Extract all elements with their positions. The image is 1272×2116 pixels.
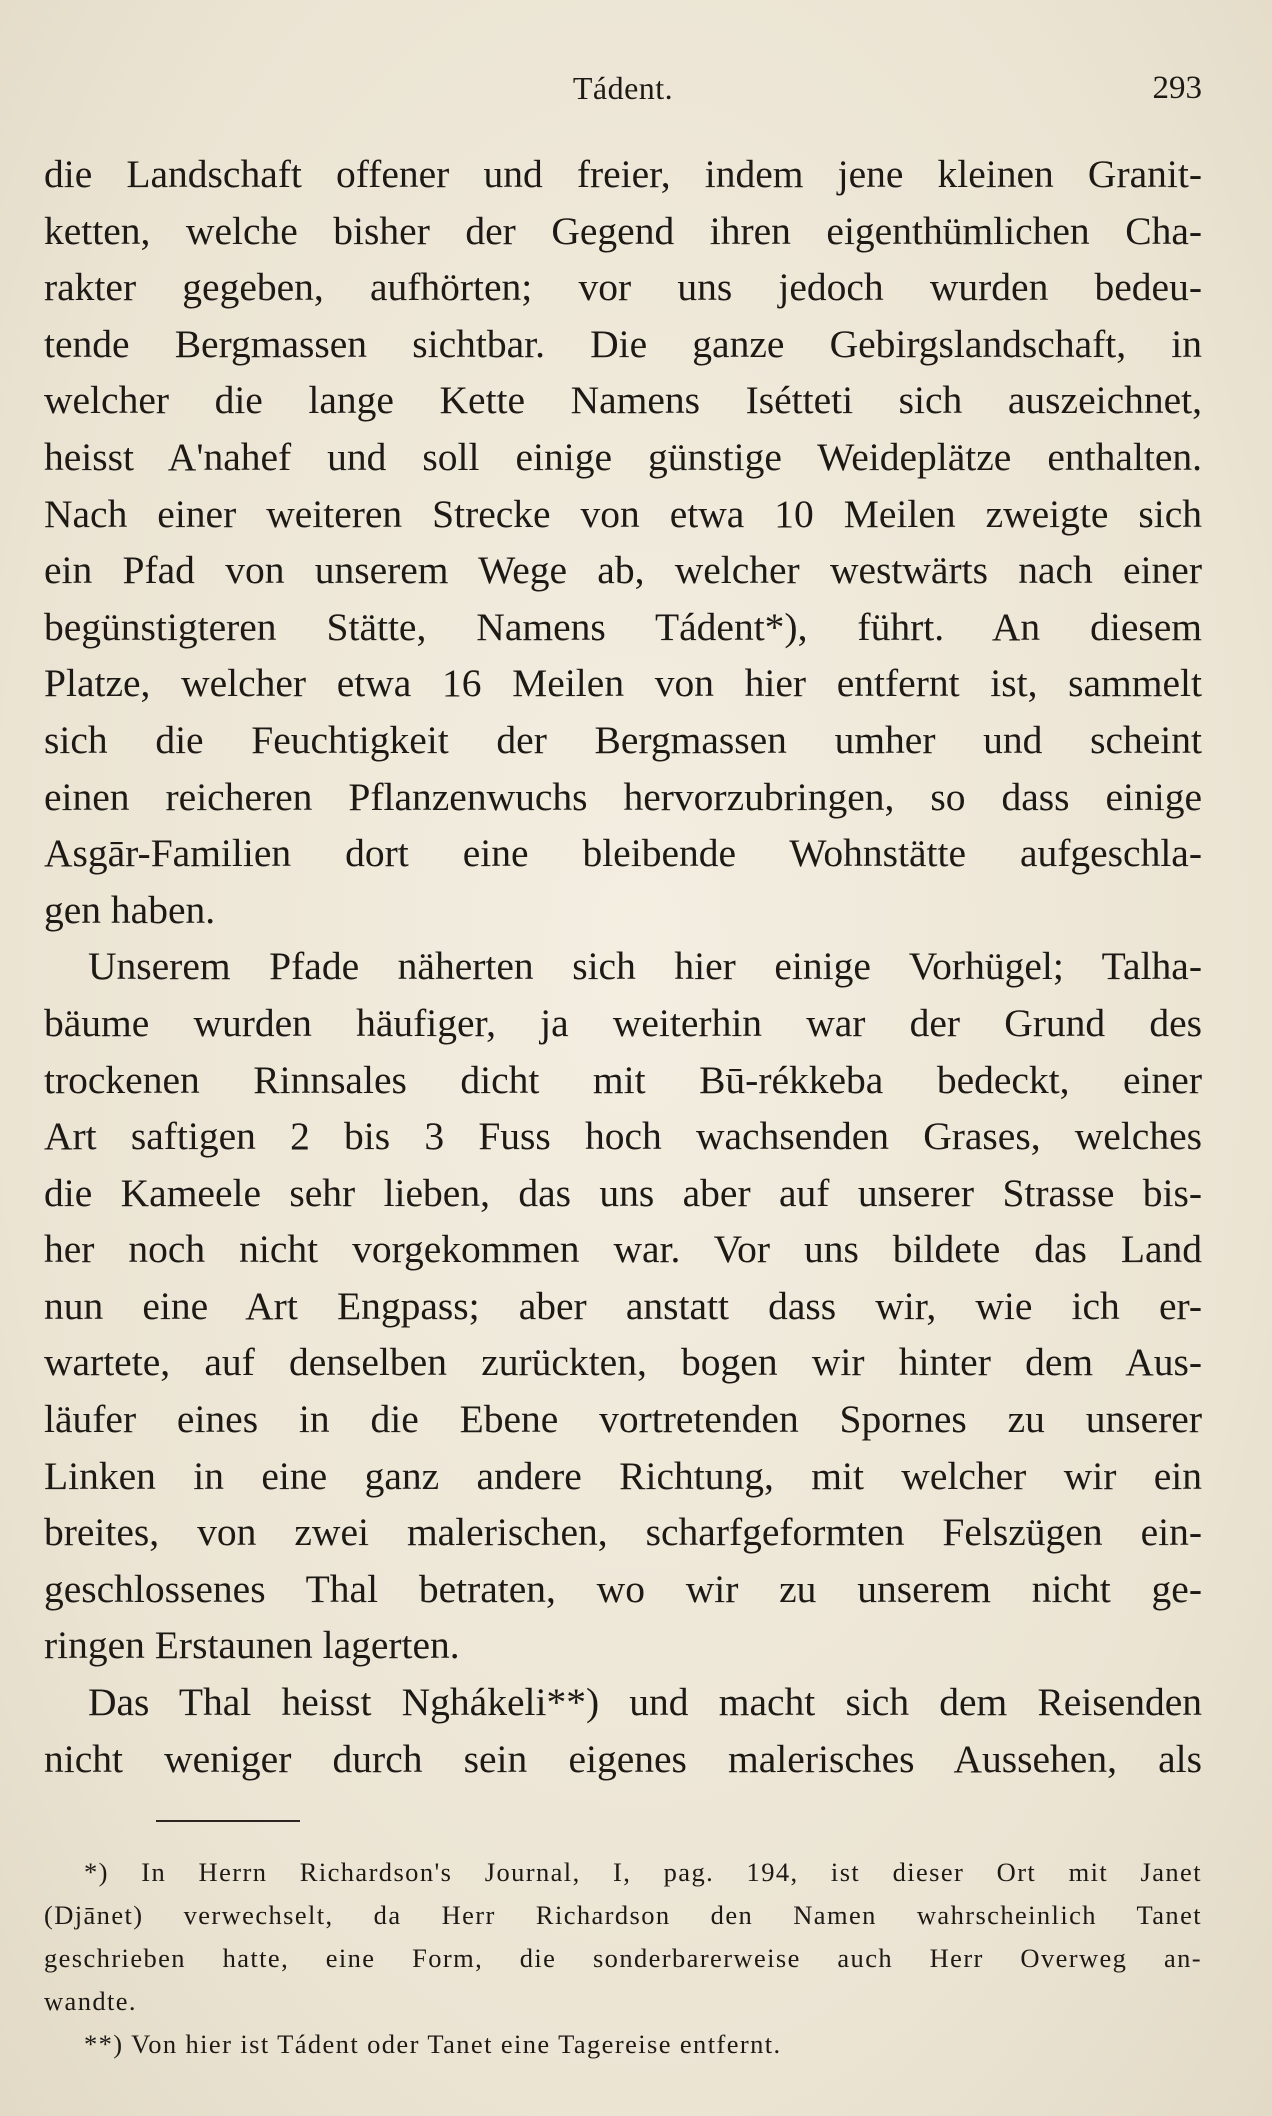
text-line: breites, von zwei malerischen, scharfgeformten Felszügen ein- [44, 1510, 1202, 1555]
text-line: nun eine Art Engpass; aber anstatt dass wir, wie ich er- [44, 1283, 1202, 1328]
text-line: Art saftigen 2 bis 3 Fuss hoch wachsenden Grases, welches [44, 1114, 1202, 1159]
text-line: her noch nicht vorgekommen war. Vor uns bildete das Land [44, 1227, 1202, 1272]
paragraph-start-line: Unserem Pfade näherten sich hier einige Vorhügel; Talha- [88, 944, 1202, 989]
text-line: ketten, welche bisher der Gegend ihren eigenthümlichen Cha- [44, 208, 1202, 253]
paragraph-start-line: Das Thal heisst Nghákeli**) und macht sich dem Reisenden [88, 1680, 1202, 1725]
text-line: begünstigteren Stätte, Namens Tádent*), führt. An diesem [44, 604, 1202, 649]
footnote-line: geschrieben hatte, eine Form, die sonderbarerweise auch Herr Overweg an- [44, 1943, 1202, 1973]
text-line: Asgār-Familien dort eine bleibende Wohnstätte aufgeschla- [44, 831, 1202, 876]
footnote-line: wandte. [44, 1986, 137, 2016]
text-line: geschlossenes Thal betraten, wo wir zu unserem nicht ge- [44, 1566, 1202, 1611]
text-line: ein Pfad von unserem Wege ab, welcher westwärts nach einer [44, 548, 1202, 593]
text-line: welcher die lange Kette Namens Isétteti sich auszeichnet, [44, 378, 1202, 423]
text-line: rakter gegeben, aufhörten; vor uns jedoch wurden bedeu- [44, 265, 1202, 310]
page-header [44, 70, 1202, 114]
text-line: heisst A'nahef und soll einige günstige Weideplätze enthalten. [44, 434, 1202, 479]
running-title: Tádent. [572, 70, 674, 106]
text-line: trockenen Rinnsales dicht mit Bū-rékkeba bedeckt, einer [44, 1057, 1202, 1102]
text-line: wartete, auf denselben zurückten, bogen wir hinter dem Aus- [44, 1340, 1202, 1385]
text-line: Linken in eine ganz andere Richtung, mit welcher wir ein [44, 1453, 1202, 1498]
text-line: die Landschaft offener und freier, indem jene kleinen Granit- [44, 152, 1202, 196]
text-line: Nach einer weiteren Strecke von etwa 10 Meilen zweigte sich [44, 491, 1202, 536]
text-line: ringen Erstaunen lagerten. [44, 1623, 460, 1668]
page-number: 293 [1152, 70, 1202, 106]
text-line: tende Bergmassen sichtbar. Die ganze Gebirgslandschaft, in [44, 321, 1202, 366]
footnote-line: **) Von hier ist Tádent oder Tanet eine Tagereise entfernt. [84, 2029, 782, 2059]
footnotes [44, 1851, 1202, 2066]
text-line: einen reicheren Pflanzenwuchs hervorzubringen, so dass einige [44, 774, 1202, 819]
body-text [44, 146, 1202, 1787]
text-line: läufer eines in die Ebene vortretenden Spornes zu unserer [44, 1397, 1202, 1442]
text-line: gen haben. [44, 887, 216, 932]
text-line: bäume wurden häufiger, ja weiterhin war der Grund des [44, 1000, 1202, 1045]
footnote-line: *) In Herrn Richardson's Journal, I, pag. 194, ist dieser Ort mit Janet [84, 1857, 1202, 1887]
footnote-separator [156, 1820, 300, 1822]
text-line: nicht weniger durch sein eigenes malerisches Aussehen, als [44, 1736, 1202, 1781]
text-line: Platze, welcher etwa 16 Meilen von hier entfernt ist, sammelt [44, 661, 1202, 706]
text-line: sich die Feuchtigkeit der Bergmassen umher und scheint [44, 717, 1202, 762]
text-line: die Kameele sehr lieben, das uns aber auf unserer Strasse bis- [44, 1170, 1202, 1215]
footnote-line: (Djānet) verwechselt, da Herr Richardson den Namen wahrscheinlich Tanet [44, 1900, 1202, 1930]
